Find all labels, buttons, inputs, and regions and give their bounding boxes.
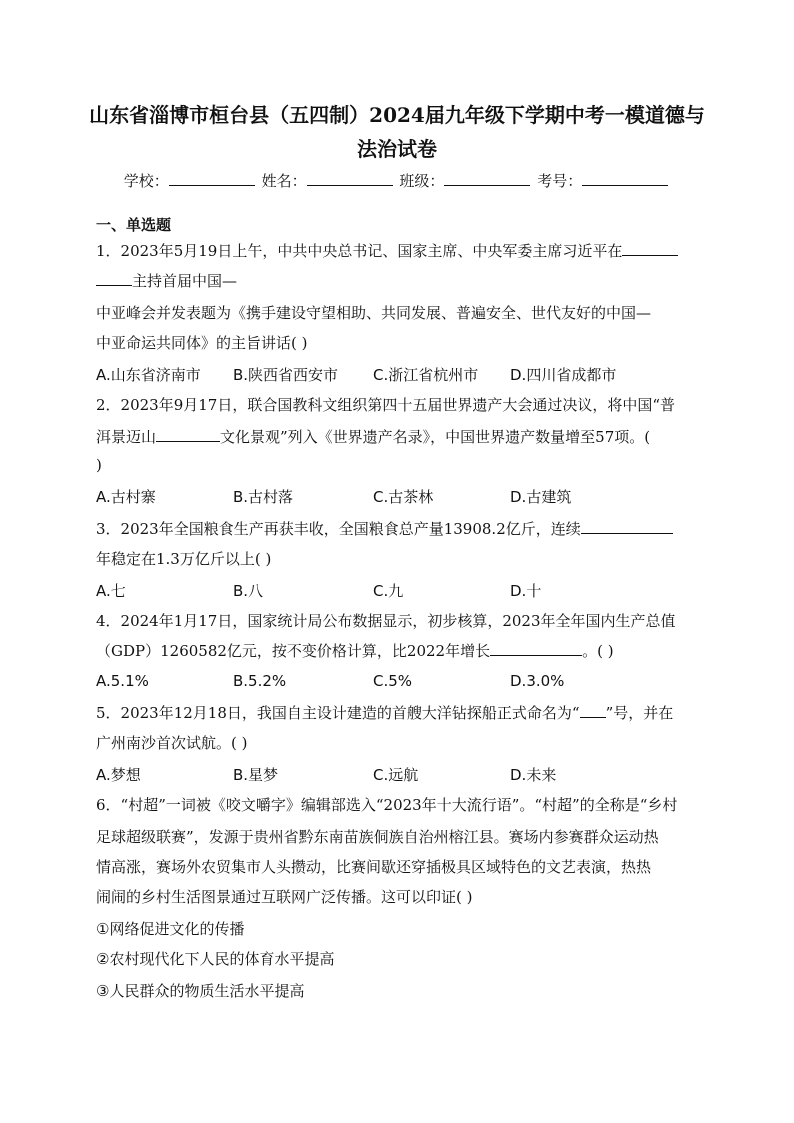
school-blank <box>169 171 255 186</box>
q4-option-c[interactable]: C.5% <box>373 672 413 690</box>
question-5-line-1: 5．2023年12月18日，我国自主设计建造的首艘大洋钻探船正式命名为“ ”号，并在 <box>96 704 674 722</box>
question-1-line-1: 1．2023年5月19日上午，中共中央总书记、国家主席、中央军委主席习近平在 <box>96 240 678 261</box>
q4-option-a[interactable]: A.5.1% <box>96 672 149 690</box>
answer-blank <box>490 640 582 656</box>
q3-option-c[interactable]: C.九 <box>373 582 404 600</box>
q4-option-b[interactable]: B.5.2% <box>233 672 287 690</box>
q6-statement-1: ①网络促进文化的传播 <box>96 920 245 938</box>
question-5-line-2: 广州南沙首次试航。( ) <box>96 734 248 752</box>
q5-option-d[interactable]: D.未来 <box>510 766 557 784</box>
q4-option-d[interactable]: D.3.0% <box>510 672 565 690</box>
q3-option-a[interactable]: A.七 <box>96 582 126 600</box>
q2-option-b[interactable]: B.古村落 <box>233 488 294 506</box>
q2-option-c[interactable]: C.古茶林 <box>373 488 434 506</box>
question-1-line-3: 中亚峰会并发表题为《携手建设守望相助、共同发展、普遍安全、世代友好的中国— <box>96 304 652 322</box>
q5-option-a[interactable]: A.梦想 <box>96 766 141 784</box>
answer-blank <box>96 270 132 286</box>
question-3-line-2: 年稳定在1.3万亿斤以上( ) <box>96 550 272 568</box>
q1-option-c[interactable]: C.浙江省杭州市 <box>373 366 479 384</box>
question-6-line-2: 足球超级联赛”，发源于贵州省黔东南苗族侗族自治州榕江县。赛场内参赛群众运动热 <box>96 828 659 846</box>
question-6-line-3: 情高涨，赛场外农贸集市人头攒动，比赛间歇还穿插极具区域特色的文艺表演，热热 <box>96 858 652 876</box>
answer-blank <box>622 240 678 256</box>
exam-title-line-1: 山东省淄博市桓台县（五四制）2024届九年级下学期中考一模道德与 <box>89 103 705 127</box>
exam-title-line-2: 法治试卷 <box>357 137 437 161</box>
question-6-line-4: 闹闹的乡村生活图景通过互联网广泛传播。这可以印证( ) <box>96 888 473 906</box>
class-label: 班级： <box>399 172 445 190</box>
q1-option-d[interactable]: D.四川省成都市 <box>510 366 617 384</box>
q6-statement-2: ②农村现代化下人民的体育水平提高 <box>96 950 335 968</box>
question-1-line-2: 主持首届中国— <box>96 270 237 291</box>
answer-blank <box>580 702 606 718</box>
exam-no-blank <box>582 171 668 186</box>
answer-blank <box>581 518 673 534</box>
name-blank <box>307 171 393 186</box>
question-6-line-1: 6．“村超”一词被《咬文嚼字》编辑部选入“2023年十大流行语”。“村超”的全称是“乡村 <box>96 796 678 814</box>
question-2-line-1: 2．2023年9月17日，联合国教科文组织第四十五届世界遗产大会通过决议，将中国“普 <box>96 396 676 414</box>
question-4-line-2: （GDP）1260582亿元，按不变价格计算，比2022年增长 。( ) <box>96 642 614 660</box>
q5-option-c[interactable]: C.远航 <box>373 766 419 784</box>
q2-option-a[interactable]: A.古村寨 <box>96 488 156 506</box>
q3-option-b[interactable]: B.八 <box>233 582 264 600</box>
question-2-line-3: ) <box>96 456 102 474</box>
q2-option-d[interactable]: D.古建筑 <box>510 488 572 506</box>
exam-no-label: 考号： <box>537 172 583 190</box>
question-2-line-2: 洱景迈山 文化景观”列入《世界遗产名录》，中国世界遗产数量增至57项。( <box>96 428 651 446</box>
question-4-line-1: 4．2024年1月17日，国家统计局公布数据显示，初步核算，2023年全年国内生产总值 <box>96 612 676 630</box>
name-label: 姓名： <box>261 172 307 190</box>
school-label: 学校： <box>123 172 169 190</box>
q6-statement-3: ③人民群众的物质生活水平提高 <box>96 982 305 1000</box>
answer-blank <box>156 426 220 442</box>
q3-option-d[interactable]: D.十 <box>510 582 542 600</box>
q5-option-b[interactable]: B.星梦 <box>233 766 279 784</box>
q1-option-b[interactable]: B.陕西省西安市 <box>233 366 339 384</box>
section-heading: 一、单选题 <box>96 216 172 234</box>
q1-option-a[interactable]: A.山东省济南市 <box>96 366 201 384</box>
class-blank <box>444 171 530 186</box>
student-info-line <box>0 170 794 191</box>
question-3-line-1: 3．2023年全国粮食生产再获丰收，全国粮食总产量13908.2亿斤，连续 <box>96 518 673 539</box>
question-1-line-4: 中亚命运共同体》的主旨讲话( ) <box>96 334 308 352</box>
